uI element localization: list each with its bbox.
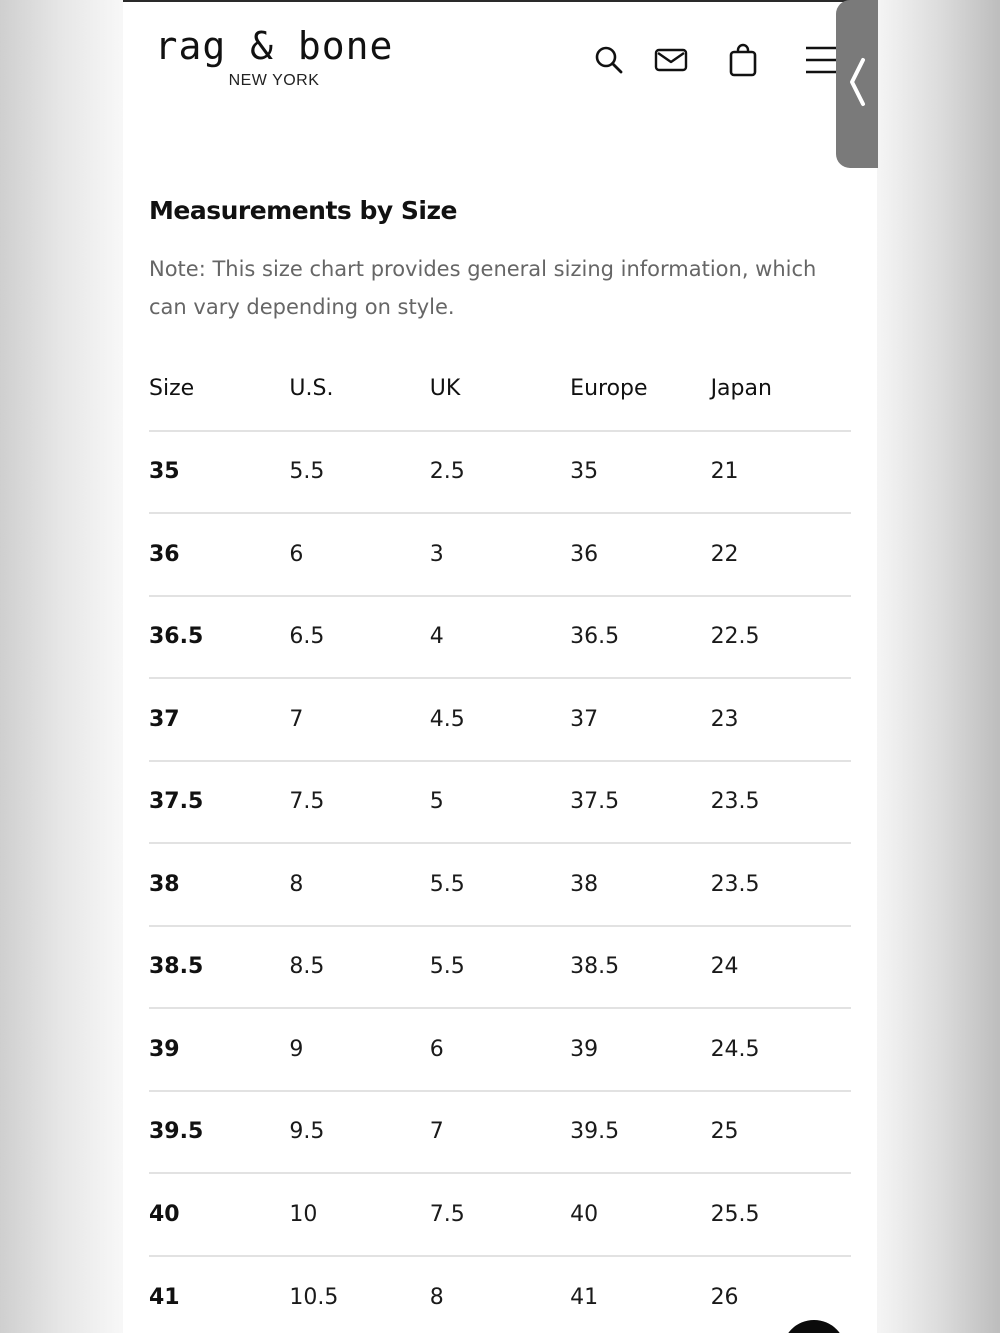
uk-cell: 4 bbox=[429, 624, 444, 650]
table-row bbox=[149, 1008, 851, 1091]
size-cell: 36.5 bbox=[149, 624, 204, 650]
brand-logo[interactable] bbox=[139, 24, 409, 90]
shopping-bag-icon bbox=[728, 43, 758, 81]
europe-cell: 36.5 bbox=[570, 624, 620, 650]
japan-cell: 25.5 bbox=[710, 1201, 760, 1227]
search-button[interactable] bbox=[591, 44, 627, 80]
us-cell: 10 bbox=[289, 1201, 318, 1227]
japan-cell: 22.5 bbox=[710, 624, 760, 650]
column-header-us: U.S. bbox=[289, 376, 334, 402]
japan-cell: 24.5 bbox=[710, 1036, 760, 1062]
europe-cell: 38 bbox=[570, 871, 599, 897]
mail-icon bbox=[654, 46, 688, 78]
size-conversion-table bbox=[149, 348, 851, 1333]
contact-button[interactable] bbox=[653, 44, 689, 80]
column-header-europe: Europe bbox=[570, 376, 648, 402]
size-cell: 41 bbox=[149, 1284, 180, 1310]
table-row bbox=[149, 596, 851, 679]
table-row bbox=[149, 926, 851, 1009]
size-cell: 36 bbox=[149, 541, 180, 567]
europe-cell: 37 bbox=[570, 706, 599, 732]
column-header-size: Size bbox=[149, 376, 195, 402]
us-cell: 8.5 bbox=[289, 954, 325, 980]
uk-cell: 2.5 bbox=[429, 459, 465, 485]
size-cell: 40 bbox=[149, 1201, 180, 1227]
uk-cell: 4.5 bbox=[429, 706, 465, 732]
japan-cell: 23.5 bbox=[710, 789, 760, 815]
uk-cell: 5.5 bbox=[429, 871, 465, 897]
side-panel-toggle[interactable] bbox=[836, 0, 878, 168]
size-cell: 35 bbox=[149, 459, 180, 485]
japan-cell: 22 bbox=[710, 541, 739, 567]
uk-cell: 7.5 bbox=[429, 1201, 465, 1227]
europe-cell: 35 bbox=[570, 459, 599, 485]
table-header-row bbox=[149, 348, 851, 431]
us-cell: 6.5 bbox=[289, 624, 325, 650]
uk-cell: 8 bbox=[429, 1284, 444, 1310]
column-header-uk: UK bbox=[429, 376, 461, 402]
europe-cell: 39 bbox=[570, 1036, 599, 1062]
japan-cell: 26 bbox=[710, 1284, 739, 1310]
us-cell: 7.5 bbox=[289, 789, 325, 815]
cart-button[interactable] bbox=[725, 44, 761, 80]
table-row bbox=[149, 1256, 851, 1333]
us-cell: 8 bbox=[289, 871, 304, 897]
table-row bbox=[149, 513, 851, 596]
uk-cell: 7 bbox=[429, 1119, 444, 1145]
size-cell: 39 bbox=[149, 1036, 180, 1062]
uk-cell: 6 bbox=[429, 1036, 444, 1062]
japan-cell: 25 bbox=[710, 1119, 739, 1145]
us-cell: 6 bbox=[289, 541, 304, 567]
size-cell: 39.5 bbox=[149, 1119, 204, 1145]
table-row bbox=[149, 678, 851, 761]
search-icon bbox=[594, 45, 624, 79]
chevron-left-icon bbox=[847, 56, 867, 112]
us-cell: 7 bbox=[289, 706, 304, 732]
table-row bbox=[149, 843, 851, 926]
table-row bbox=[149, 1091, 851, 1174]
menu-icon bbox=[804, 43, 838, 81]
japan-cell: 24 bbox=[710, 954, 739, 980]
size-cell: 37 bbox=[149, 706, 180, 732]
us-cell: 5.5 bbox=[289, 459, 325, 485]
size-chart-note: Note: This size chart provides general sizing information, which can vary depending on style. bbox=[149, 257, 817, 319]
us-cell: 10.5 bbox=[289, 1284, 339, 1310]
menu-button[interactable] bbox=[803, 44, 839, 80]
uk-cell: 5 bbox=[429, 789, 444, 815]
us-cell: 9 bbox=[289, 1036, 304, 1062]
uk-cell: 5.5 bbox=[429, 954, 465, 980]
japan-cell: 21 bbox=[710, 459, 739, 485]
table-row bbox=[149, 761, 851, 844]
size-cell: 38 bbox=[149, 871, 180, 897]
us-cell: 9.5 bbox=[289, 1119, 325, 1145]
japan-cell: 23 bbox=[710, 706, 739, 732]
table-row bbox=[149, 1173, 851, 1256]
size-cell: 38.5 bbox=[149, 954, 204, 980]
europe-cell: 38.5 bbox=[570, 954, 620, 980]
europe-cell: 36 bbox=[570, 541, 599, 567]
page-title: Measurements by Size bbox=[149, 196, 457, 225]
europe-cell: 41 bbox=[570, 1284, 599, 1310]
brand-location: NEW YORK bbox=[228, 72, 320, 89]
europe-cell: 39.5 bbox=[570, 1119, 620, 1145]
size-cell: 37.5 bbox=[149, 789, 204, 815]
column-header-japan: Japan bbox=[710, 376, 772, 402]
brand-name: rag & bone bbox=[154, 24, 394, 68]
europe-cell: 40 bbox=[570, 1201, 599, 1227]
uk-cell: 3 bbox=[429, 541, 444, 567]
japan-cell: 23.5 bbox=[710, 871, 760, 897]
table-row bbox=[149, 431, 851, 514]
size-chart-page bbox=[123, 0, 877, 1333]
europe-cell: 37.5 bbox=[570, 789, 620, 815]
